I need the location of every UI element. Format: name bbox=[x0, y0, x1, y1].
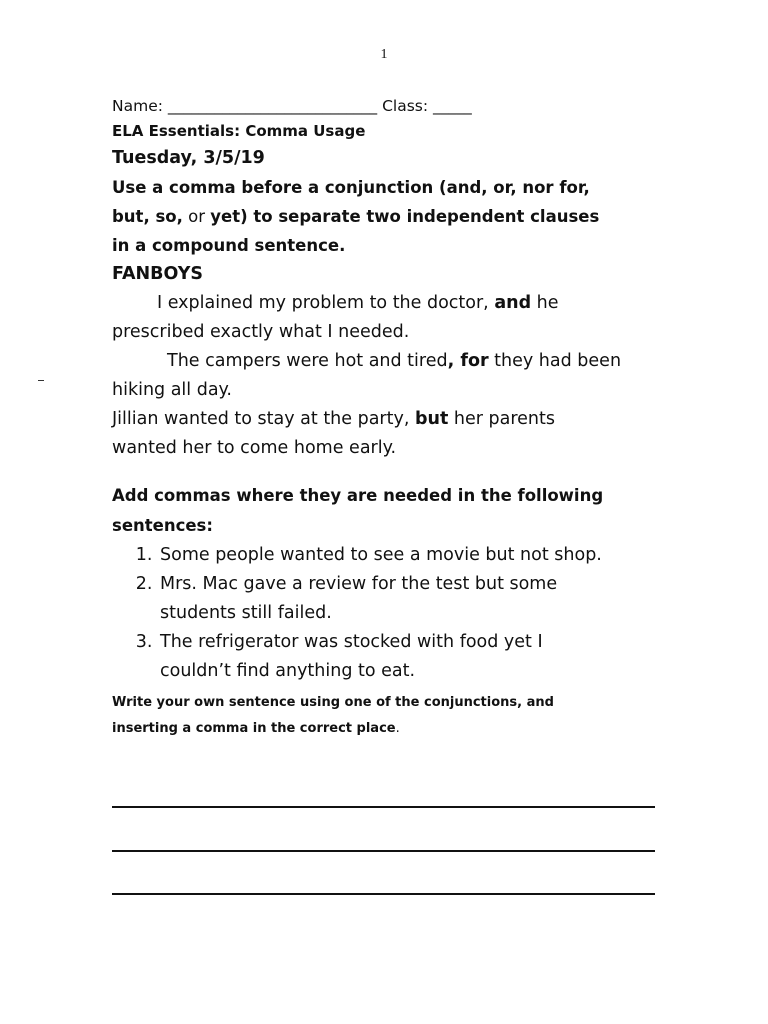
class-blank[interactable]: _____ bbox=[433, 97, 472, 115]
example-2-line-2: hiking all day. bbox=[112, 380, 232, 400]
example-1-line-1 bbox=[112, 289, 672, 318]
exercise-heading-line-1: Add commas where they are needed in the following bbox=[112, 486, 604, 505]
example-3-line-1 bbox=[112, 405, 672, 434]
example-1-conjunction: and bbox=[494, 293, 532, 313]
worksheet-date: Tuesday, 3/5/19 bbox=[112, 148, 265, 168]
writing-prompt-line-2-text: inserting a comma in the correct place bbox=[112, 721, 396, 736]
class-label: Class: bbox=[382, 97, 429, 115]
exercise-item-3-text: The refrigerator was stocked with food yet I bbox=[160, 632, 543, 652]
exercise-item bbox=[158, 570, 672, 628]
name-blank[interactable]: ___________________________ bbox=[167, 97, 378, 115]
answer-line-1[interactable] bbox=[112, 806, 655, 808]
example-3-conjunction: but bbox=[414, 409, 449, 429]
worksheet-content bbox=[112, 94, 672, 742]
writing-prompt bbox=[112, 690, 672, 742]
answer-line-3[interactable] bbox=[112, 893, 655, 895]
example-3-before: Jillian wanted to stay at the party, bbox=[112, 409, 415, 429]
exercise-item bbox=[158, 541, 672, 570]
writing-prompt-period: . bbox=[395, 721, 400, 736]
answer-line-2[interactable] bbox=[112, 850, 655, 852]
example-2-conjunction: , for bbox=[447, 351, 489, 371]
rule-line-1: Use a comma before a conjunction (and, or, nor for, bbox=[112, 178, 590, 197]
example-1-line-2: prescribed exactly what I needed. bbox=[112, 322, 410, 342]
example-1-after: he bbox=[531, 293, 559, 313]
rule-line-2 bbox=[112, 202, 672, 231]
example-2-line-1 bbox=[112, 347, 672, 376]
exercise-item-1-text: Some people wanted to see a movie but not shop. bbox=[160, 545, 602, 565]
exercise-heading-line-2: sentences: bbox=[112, 516, 213, 535]
example-1-before: I explained my problem to the doctor, bbox=[157, 293, 495, 313]
exercise-item-2-text: Mrs. Mac gave a review for the test but some bbox=[160, 574, 558, 594]
name-label: Name: bbox=[112, 97, 163, 115]
margin-mark bbox=[38, 380, 44, 381]
example-2-before: The campers were hot and tired bbox=[167, 351, 448, 371]
example-2-after: they had been bbox=[488, 351, 622, 371]
rule-line-3: in a compound sentence. bbox=[112, 236, 346, 255]
rule-line-2b: or bbox=[182, 207, 211, 226]
exercise-list bbox=[112, 541, 672, 686]
writing-prompt-line-2 bbox=[112, 716, 672, 742]
exercise-item-2-text-cont: students still failed. bbox=[160, 603, 332, 623]
rule-line-2c: yet) to separate two independent clauses bbox=[210, 207, 600, 226]
rule-line-2a: but, so, bbox=[112, 207, 183, 226]
mnemonic: FANBOYS bbox=[112, 264, 204, 284]
writing-prompt-line-1: Write your own sentence using one of the conjunctions, and bbox=[112, 695, 554, 710]
name-class-line bbox=[112, 94, 672, 118]
page-number: 1 bbox=[380, 47, 388, 62]
example-3-line-2: wanted her to come home early. bbox=[112, 438, 397, 458]
exercise-item-3-text-cont: couldn’t find anything to eat. bbox=[160, 661, 416, 681]
exercise-item bbox=[158, 628, 672, 686]
worksheet-subtitle: ELA Essentials: Comma Usage bbox=[112, 122, 366, 140]
example-3-after: her parents bbox=[448, 409, 555, 429]
